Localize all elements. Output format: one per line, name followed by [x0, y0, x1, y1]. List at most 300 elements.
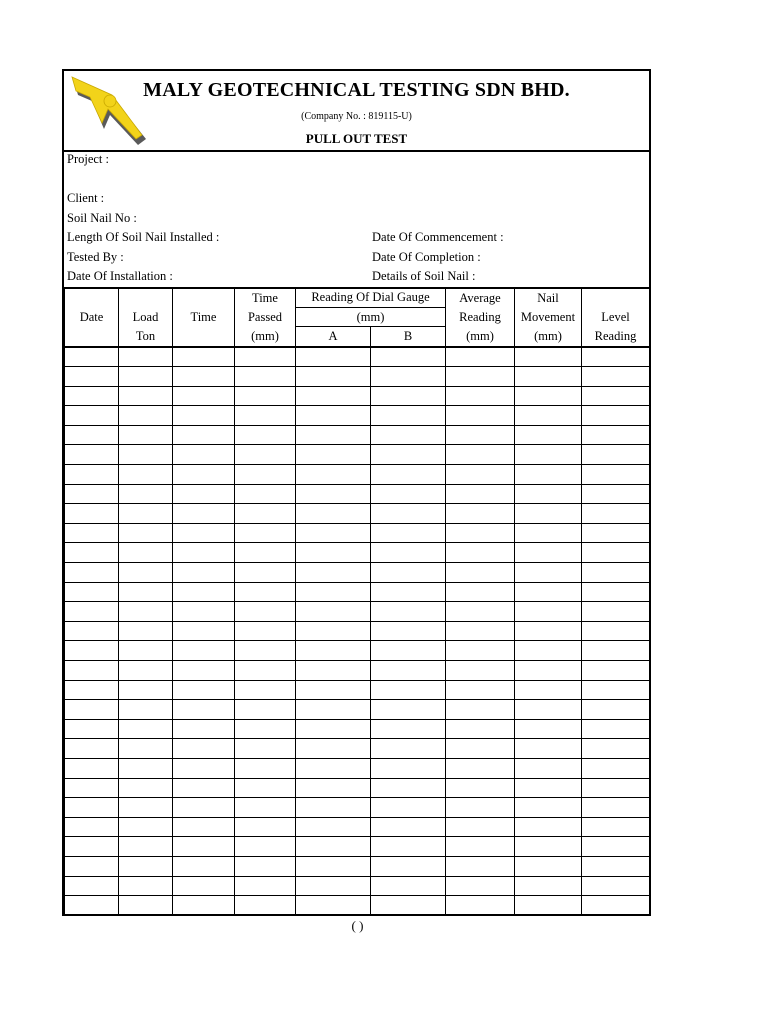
- table-cell[interactable]: [119, 661, 173, 681]
- table-cell[interactable]: [582, 367, 650, 387]
- table-cell[interactable]: [65, 856, 119, 876]
- table-cell[interactable]: [582, 817, 650, 837]
- table-cell[interactable]: [582, 641, 650, 661]
- table-cell[interactable]: [119, 896, 173, 916]
- table-cell[interactable]: [371, 700, 446, 720]
- table-cell[interactable]: [235, 465, 296, 485]
- header-level-1: Level: [582, 307, 650, 327]
- company-name: MALY GEOTECHNICAL TESTING SDN BHD.: [143, 79, 570, 101]
- table-cell[interactable]: [515, 837, 582, 857]
- table-cell[interactable]: [515, 367, 582, 387]
- table-cell[interactable]: [446, 739, 515, 759]
- table-cell[interactable]: [235, 739, 296, 759]
- table-cell[interactable]: [446, 425, 515, 445]
- table-cell[interactable]: [582, 621, 650, 641]
- table-cell[interactable]: [296, 778, 371, 798]
- table-cell[interactable]: [173, 641, 235, 661]
- table-cell[interactable]: [296, 661, 371, 681]
- table-cell[interactable]: [119, 347, 173, 367]
- table-cell[interactable]: [515, 641, 582, 661]
- table-cell[interactable]: [371, 582, 446, 602]
- table-cell[interactable]: [119, 856, 173, 876]
- table-cell[interactable]: [235, 856, 296, 876]
- table-cell[interactable]: [371, 837, 446, 857]
- table-row: [65, 445, 650, 465]
- table-cell[interactable]: [173, 465, 235, 485]
- table-cell[interactable]: [296, 386, 371, 406]
- table-cell[interactable]: [446, 641, 515, 661]
- table-cell[interactable]: [582, 543, 650, 563]
- table-cell[interactable]: [235, 504, 296, 524]
- table-cell[interactable]: [296, 602, 371, 622]
- table-cell[interactable]: [119, 837, 173, 857]
- table-cell[interactable]: [173, 798, 235, 818]
- table-cell[interactable]: [173, 719, 235, 739]
- table-cell[interactable]: [515, 465, 582, 485]
- date-completion-label: Date Of Completion :: [372, 250, 481, 264]
- table-cell[interactable]: [446, 778, 515, 798]
- table-cell[interactable]: [65, 661, 119, 681]
- table-cell[interactable]: [65, 445, 119, 465]
- table-cell[interactable]: [296, 367, 371, 387]
- table-cell[interactable]: [65, 798, 119, 818]
- table-cell[interactable]: [173, 739, 235, 759]
- table-cell[interactable]: [296, 543, 371, 563]
- table-cell[interactable]: [173, 758, 235, 778]
- table-cell[interactable]: [119, 367, 173, 387]
- table-cell[interactable]: [65, 700, 119, 720]
- table-cell[interactable]: [371, 367, 446, 387]
- table-cell[interactable]: [235, 386, 296, 406]
- header-time-passed-2: Passed: [235, 307, 296, 327]
- table-cell[interactable]: [173, 445, 235, 465]
- header-average-1: Average: [446, 288, 515, 308]
- table-cell[interactable]: [446, 523, 515, 543]
- table-cell[interactable]: [296, 465, 371, 485]
- table-cell[interactable]: [582, 465, 650, 485]
- table-cell[interactable]: [296, 523, 371, 543]
- table-cell[interactable]: [446, 386, 515, 406]
- table-cell[interactable]: [173, 621, 235, 641]
- table-cell[interactable]: [446, 563, 515, 583]
- table-cell[interactable]: [582, 876, 650, 896]
- table-cell[interactable]: [296, 504, 371, 524]
- table-cell[interactable]: [173, 504, 235, 524]
- header-col-a: A: [296, 327, 371, 347]
- table-row: [65, 406, 650, 426]
- table-cell[interactable]: [582, 347, 650, 367]
- table-cell[interactable]: [235, 837, 296, 857]
- table-cell[interactable]: [446, 543, 515, 563]
- tested-by-label: Tested By :: [67, 250, 124, 264]
- table-cell[interactable]: [173, 896, 235, 916]
- table-cell[interactable]: [296, 856, 371, 876]
- table-cell[interactable]: [371, 621, 446, 641]
- table-cell[interactable]: [515, 445, 582, 465]
- table-cell[interactable]: [235, 719, 296, 739]
- table-cell[interactable]: [173, 778, 235, 798]
- table-cell[interactable]: [119, 406, 173, 426]
- table-row: [65, 484, 650, 504]
- table-cell[interactable]: [582, 739, 650, 759]
- table-cell[interactable]: [173, 876, 235, 896]
- table-cell[interactable]: [296, 563, 371, 583]
- table-cell[interactable]: [235, 582, 296, 602]
- table-cell[interactable]: [446, 602, 515, 622]
- table-cell[interactable]: [119, 582, 173, 602]
- header-load-top: [119, 288, 173, 308]
- table-cell[interactable]: [582, 778, 650, 798]
- table-cell[interactable]: [582, 661, 650, 681]
- table-cell[interactable]: [119, 543, 173, 563]
- header-dial-gauge-unit: (mm): [296, 307, 446, 327]
- table-cell[interactable]: [173, 523, 235, 543]
- table-cell[interactable]: [296, 445, 371, 465]
- table-cell[interactable]: [515, 817, 582, 837]
- table-cell[interactable]: [119, 602, 173, 622]
- table-cell[interactable]: [582, 523, 650, 543]
- table-cell[interactable]: [65, 484, 119, 504]
- table-cell[interactable]: [446, 856, 515, 876]
- table-cell[interactable]: [582, 425, 650, 445]
- table-row: [65, 856, 650, 876]
- table-cell[interactable]: [173, 484, 235, 504]
- table-cell[interactable]: [65, 543, 119, 563]
- table-cell[interactable]: [235, 425, 296, 445]
- table-row: [65, 563, 650, 583]
- table-cell[interactable]: [371, 896, 446, 916]
- table-cell[interactable]: [296, 758, 371, 778]
- table-cell[interactable]: [173, 563, 235, 583]
- table-cell[interactable]: [296, 876, 371, 896]
- table-cell[interactable]: [515, 602, 582, 622]
- table-cell[interactable]: [173, 543, 235, 563]
- pull-out-test-form: [62, 69, 651, 916]
- table-cell[interactable]: [65, 758, 119, 778]
- table-cell[interactable]: [235, 778, 296, 798]
- table-cell[interactable]: [119, 465, 173, 485]
- table-cell[interactable]: [371, 661, 446, 681]
- table-cell[interactable]: [235, 680, 296, 700]
- table-cell[interactable]: [515, 680, 582, 700]
- table-cell[interactable]: [119, 425, 173, 445]
- header-average-3: (mm): [446, 327, 515, 347]
- table-cell[interactable]: [582, 504, 650, 524]
- table-cell[interactable]: [582, 837, 650, 857]
- table-cell[interactable]: [119, 621, 173, 641]
- table-cell[interactable]: [582, 563, 650, 583]
- table-cell[interactable]: [296, 347, 371, 367]
- table-cell[interactable]: [235, 661, 296, 681]
- table-cell[interactable]: [65, 876, 119, 896]
- table-cell[interactable]: [446, 700, 515, 720]
- table-cell[interactable]: [65, 465, 119, 485]
- table-cell[interactable]: [296, 896, 371, 916]
- table-cell[interactable]: [119, 798, 173, 818]
- table-cell[interactable]: [119, 504, 173, 524]
- table-cell[interactable]: [515, 347, 582, 367]
- table-cell[interactable]: [371, 347, 446, 367]
- table-cell[interactable]: [65, 523, 119, 543]
- table-cell[interactable]: [173, 582, 235, 602]
- table-cell[interactable]: [515, 758, 582, 778]
- readings-table-body: [65, 347, 650, 916]
- table-cell[interactable]: [582, 896, 650, 916]
- table-cell[interactable]: [371, 602, 446, 622]
- table-cell[interactable]: [65, 406, 119, 426]
- table-cell[interactable]: [65, 641, 119, 661]
- table-cell[interactable]: [371, 876, 446, 896]
- table-cell[interactable]: [65, 347, 119, 367]
- table-cell[interactable]: [371, 798, 446, 818]
- table-cell[interactable]: [235, 798, 296, 818]
- table-cell[interactable]: [446, 876, 515, 896]
- table-cell[interactable]: [173, 680, 235, 700]
- table-cell[interactable]: [515, 739, 582, 759]
- table-cell[interactable]: [582, 445, 650, 465]
- table-cell[interactable]: [371, 386, 446, 406]
- table-cell[interactable]: [371, 778, 446, 798]
- table-cell[interactable]: [173, 367, 235, 387]
- table-cell[interactable]: [119, 386, 173, 406]
- table-cell[interactable]: [371, 445, 446, 465]
- table-cell[interactable]: [173, 386, 235, 406]
- table-cell[interactable]: [515, 896, 582, 916]
- table-cell[interactable]: [235, 817, 296, 837]
- table-cell[interactable]: [119, 778, 173, 798]
- table-cell[interactable]: [173, 837, 235, 857]
- table-cell[interactable]: [515, 876, 582, 896]
- table-cell[interactable]: [515, 504, 582, 524]
- table-cell[interactable]: [65, 837, 119, 857]
- table-cell[interactable]: [235, 700, 296, 720]
- table-cell[interactable]: [173, 817, 235, 837]
- table-cell[interactable]: [119, 719, 173, 739]
- table-cell[interactable]: [173, 602, 235, 622]
- table-cell[interactable]: [235, 758, 296, 778]
- table-cell[interactable]: [446, 758, 515, 778]
- table-cell[interactable]: [515, 543, 582, 563]
- project-label: Project :: [67, 152, 110, 166]
- table-cell[interactable]: [446, 661, 515, 681]
- table-cell[interactable]: [582, 798, 650, 818]
- table-cell[interactable]: [582, 700, 650, 720]
- table-cell[interactable]: [65, 621, 119, 641]
- table-row: [65, 798, 650, 818]
- table-cell[interactable]: [582, 758, 650, 778]
- table-cell[interactable]: [371, 406, 446, 426]
- table-cell[interactable]: [446, 484, 515, 504]
- table-cell[interactable]: [515, 406, 582, 426]
- table-cell[interactable]: [446, 582, 515, 602]
- table-cell[interactable]: [296, 621, 371, 641]
- table-cell[interactable]: [371, 641, 446, 661]
- table-cell[interactable]: [65, 817, 119, 837]
- table-cell[interactable]: [446, 837, 515, 857]
- table-cell[interactable]: [173, 425, 235, 445]
- table-cell[interactable]: [515, 621, 582, 641]
- details-soil-nail-label: Details of Soil Nail :: [372, 269, 476, 283]
- table-cell[interactable]: [119, 758, 173, 778]
- table-cell[interactable]: [65, 582, 119, 602]
- table-cell[interactable]: [235, 896, 296, 916]
- table-cell[interactable]: [296, 582, 371, 602]
- table-cell[interactable]: [371, 425, 446, 445]
- table-cell[interactable]: [582, 856, 650, 876]
- table-cell[interactable]: [235, 543, 296, 563]
- table-cell[interactable]: [515, 856, 582, 876]
- table-cell[interactable]: [446, 367, 515, 387]
- header-load: Load: [119, 307, 173, 327]
- table-cell[interactable]: [446, 798, 515, 818]
- table-cell[interactable]: [371, 739, 446, 759]
- table-cell[interactable]: [173, 856, 235, 876]
- table-row: [65, 523, 650, 543]
- header-time-passed-1: Time: [235, 288, 296, 308]
- table-cell[interactable]: [371, 484, 446, 504]
- table-cell[interactable]: [119, 445, 173, 465]
- table-cell[interactable]: [296, 837, 371, 857]
- table-cell[interactable]: [65, 778, 119, 798]
- table-cell[interactable]: [515, 563, 582, 583]
- table-cell[interactable]: [446, 504, 515, 524]
- table-cell[interactable]: [65, 563, 119, 583]
- table-cell[interactable]: [371, 504, 446, 524]
- table-cell[interactable]: [235, 445, 296, 465]
- table-cell[interactable]: [235, 406, 296, 426]
- table-cell[interactable]: [65, 680, 119, 700]
- table-cell[interactable]: [446, 406, 515, 426]
- table-cell[interactable]: [582, 680, 650, 700]
- header-load-unit: Ton: [119, 327, 173, 347]
- table-cell[interactable]: [446, 347, 515, 367]
- table-cell[interactable]: [515, 798, 582, 818]
- table-cell[interactable]: [582, 386, 650, 406]
- header-date-bottom: [65, 327, 119, 347]
- table-cell[interactable]: [446, 445, 515, 465]
- table-cell[interactable]: [371, 543, 446, 563]
- table-cell[interactable]: [235, 563, 296, 583]
- table-cell[interactable]: [582, 484, 650, 504]
- table-cell[interactable]: [173, 661, 235, 681]
- table-cell[interactable]: [235, 484, 296, 504]
- table-cell[interactable]: [296, 680, 371, 700]
- table-cell[interactable]: [515, 484, 582, 504]
- table-cell[interactable]: [296, 484, 371, 504]
- table-cell[interactable]: [119, 641, 173, 661]
- table-cell[interactable]: [582, 406, 650, 426]
- table-cell[interactable]: [582, 719, 650, 739]
- table-row: [65, 896, 650, 916]
- table-cell[interactable]: [296, 425, 371, 445]
- table-cell[interactable]: [119, 563, 173, 583]
- table-cell[interactable]: [515, 386, 582, 406]
- table-cell[interactable]: [371, 465, 446, 485]
- table-cell[interactable]: [65, 425, 119, 445]
- table-cell[interactable]: [119, 700, 173, 720]
- table-cell[interactable]: [119, 523, 173, 543]
- date-installation-label: Date Of Installation :: [67, 269, 173, 283]
- table-cell[interactable]: [173, 406, 235, 426]
- table-cell[interactable]: [371, 817, 446, 837]
- table-cell[interactable]: [235, 367, 296, 387]
- table-cell[interactable]: [235, 641, 296, 661]
- table-cell[interactable]: [296, 817, 371, 837]
- table-cell[interactable]: [296, 641, 371, 661]
- table-cell[interactable]: [515, 700, 582, 720]
- table-cell[interactable]: [371, 719, 446, 739]
- table-cell[interactable]: [235, 621, 296, 641]
- table-cell[interactable]: [446, 465, 515, 485]
- table-cell[interactable]: [515, 425, 582, 445]
- table-cell[interactable]: [65, 739, 119, 759]
- table-cell[interactable]: [65, 719, 119, 739]
- table-cell[interactable]: [119, 876, 173, 896]
- table-cell[interactable]: [173, 347, 235, 367]
- table-cell[interactable]: [235, 523, 296, 543]
- table-cell[interactable]: [446, 719, 515, 739]
- table-cell[interactable]: [173, 700, 235, 720]
- readings-table: [64, 287, 650, 916]
- table-cell[interactable]: [515, 661, 582, 681]
- table-cell[interactable]: [296, 739, 371, 759]
- table-row: [65, 661, 650, 681]
- table-cell[interactable]: [515, 582, 582, 602]
- table-cell[interactable]: [235, 876, 296, 896]
- table-row: [65, 543, 650, 563]
- table-cell[interactable]: [119, 484, 173, 504]
- table-cell[interactable]: [371, 563, 446, 583]
- table-row: [65, 582, 650, 602]
- form-header: [64, 71, 649, 152]
- table-cell[interactable]: [446, 621, 515, 641]
- table-cell[interactable]: [515, 719, 582, 739]
- table-cell[interactable]: [296, 406, 371, 426]
- table-cell[interactable]: [446, 680, 515, 700]
- table-cell[interactable]: [65, 896, 119, 916]
- table-cell[interactable]: [371, 758, 446, 778]
- table-cell[interactable]: [296, 719, 371, 739]
- table-cell[interactable]: [515, 778, 582, 798]
- table-cell[interactable]: [296, 700, 371, 720]
- table-cell[interactable]: [65, 602, 119, 622]
- table-cell[interactable]: [371, 523, 446, 543]
- table-cell[interactable]: [119, 680, 173, 700]
- table-cell[interactable]: [371, 856, 446, 876]
- table-cell[interactable]: [515, 523, 582, 543]
- table-cell[interactable]: [235, 602, 296, 622]
- table-cell[interactable]: [65, 386, 119, 406]
- header-nail-1: Nail: [515, 288, 582, 308]
- table-cell[interactable]: [119, 739, 173, 759]
- page-footer: ( ): [351, 918, 364, 933]
- header-average-2: Reading: [446, 307, 515, 327]
- table-row: [65, 504, 650, 524]
- table-cell[interactable]: [296, 798, 371, 818]
- table-cell[interactable]: [582, 582, 650, 602]
- table-cell[interactable]: [65, 504, 119, 524]
- table-cell[interactable]: [119, 817, 173, 837]
- table-cell[interactable]: [582, 602, 650, 622]
- table-cell[interactable]: [446, 817, 515, 837]
- table-cell[interactable]: [235, 347, 296, 367]
- table-row: [65, 719, 650, 739]
- table-cell[interactable]: [371, 680, 446, 700]
- table-cell[interactable]: [446, 896, 515, 916]
- soil-nail-no-label: Soil Nail No :: [67, 211, 137, 225]
- table-row: [65, 837, 650, 857]
- table-cell[interactable]: [65, 367, 119, 387]
